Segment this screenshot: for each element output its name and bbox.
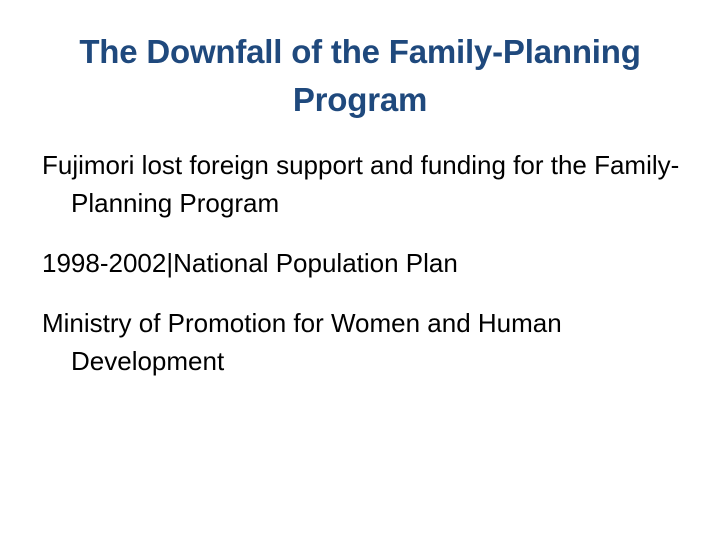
bullet-list	[42, 146, 692, 402]
bullet-item-ministry: Ministry of Promotion for Women and Human Development	[42, 308, 562, 376]
slide-title: The Downfall of the Family-Planning Program	[79, 33, 641, 118]
bullet-item-population-plan: 1998-2002|National Population Plan	[42, 248, 458, 278]
bullet-item-funding: Fujimori lost foreign support and funding for the Family-Planning Program	[42, 150, 680, 218]
